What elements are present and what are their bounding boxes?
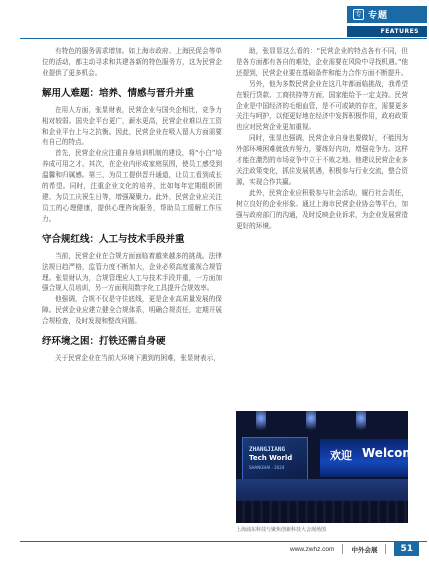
welcome-screen <box>320 439 429 477</box>
section-title: 专题 <box>368 11 389 21</box>
section-heading: 解用人难题：培养、情感与晋升并重 <box>42 87 195 99</box>
paragraph: 关于民营企业在当前大环境下遇到的困难，张显财表示， <box>55 354 220 363</box>
paragraph: 有特色的服务需求增加。如上海市政府、上海民促会等单位的活动，都主动寻求和共建各新的特色服务方，这为民营企业提供了更多机会。 <box>42 47 222 77</box>
section-heading: 纾环境之困：打铁还需自身硬 <box>42 336 166 348</box>
brand-line: SHANGHAI · 2024 <box>249 465 285 470</box>
footer-separator <box>342 544 343 554</box>
welcome-cn: 欢迎 <box>330 449 352 462</box>
brand-line: ZHANGJIANG <box>249 446 286 453</box>
paragraph: 当前，民营企业在合规方面面临着越来越多的挑战。法律法规日趋严格，监管力度不断加大，企业必须高度重视合规管理。张显财认为，合规管理应人工与技术手段并重，一方面加强合规人员培训，另一方面利用数字化工具提升合规效率。 <box>42 251 222 293</box>
section-icon: 专 <box>355 10 362 18</box>
welcome-en: Welcome! <box>362 446 429 460</box>
section-heading: 守合规红线：人工与技术手段并重 <box>42 233 185 245</box>
paragraph: 另外，他为多数民营企业在这几年都面临挑战，我希望在银行贷款、工商扶持等方面，国家能给予一定支持。民营企业是中国经济的毛细血管，是不可或缺的存在，需要更多关注与呵护，以便更好地在经济中发挥积极作用，政府政策也应对民营企业更加重视。 <box>236 79 408 132</box>
paragraph: 助，张显显这么看的：“民营企业的特点各有不同，但是各方面都有各自的难处，企业需要在风险中寻找机遇。”他还提到，民营企业要在基础条件和能力合作方面不断提升。 <box>236 47 408 77</box>
magazine-name: 中外会展 <box>351 545 378 554</box>
page-number: 51 <box>394 542 419 556</box>
photo-caption: 上海浦东科技与聚焦创新科技大会现场图 <box>236 527 327 533</box>
header-divider <box>20 38 427 39</box>
stage-light <box>306 411 316 435</box>
paragraph: 此外，民营企业应积极参与社会活动，履行社会责任，树立良好的企业形象。通过上海市民营企业协会等平台，加强与政府部门的沟通，及时反映企业诉求，为企业发展营造更好的环境。 <box>236 188 408 230</box>
paragraph: 他强调，合规不仅是守住底线，更是企业高质量发展的保障。民营企业应建立健全合规体系，明确合规责任，定期开展合规检查，及时发现和整改问题。 <box>42 295 222 326</box>
stage-light <box>356 411 366 435</box>
paragraph: 在用人方面，张显财表，民营企业与国央企相比，竞争力相对较弱。国央企平台更广，薪水更高，民营企业难以在工资和企业平台上与之抗衡。因此，民营企业在吸人留人方面需要有自己的特点。 <box>42 105 222 147</box>
stage-light <box>256 411 266 435</box>
page-footer <box>290 542 427 556</box>
footer-separator <box>385 544 386 554</box>
brand-line: Tech World <box>249 454 293 462</box>
site-url: www.zwhz.com <box>290 545 335 553</box>
paragraph: 同时，张显也强调，民营企业自身也要做好，不能因为外部环境困难就放弃努力，要练好内功，增强竞争力。这样才能在激烈的市场竞争中立于不败之地。他建议民营企业多关注政策变化，抓住发展机遇，积极参与行业交流，整合资源，实现合作共赢。 <box>236 134 408 186</box>
section-badge <box>347 6 427 23</box>
section-subtitle: FEATURES <box>347 26 427 37</box>
audience <box>236 501 408 523</box>
page-header <box>0 0 427 40</box>
paragraph: 首先，民营企业应注重自身培训机制的建设，将“小白”培养成可用之才。其次，在企业内形成家庭氛围，使员工感受到温馨和归属感。第三，为员工提供晋升通道，让员工看到成长的希望。同时，注重企业文化的培养，比如每年定期组织团建、为员工庆祝生日等，增强凝聚力。此外，民营企业应关注员工的心理健康，提供心理咨询服务，帮助员工缓解工作压力。 <box>42 149 222 223</box>
event-photo <box>236 411 429 523</box>
right-column <box>236 46 408 231</box>
left-column <box>42 46 222 364</box>
